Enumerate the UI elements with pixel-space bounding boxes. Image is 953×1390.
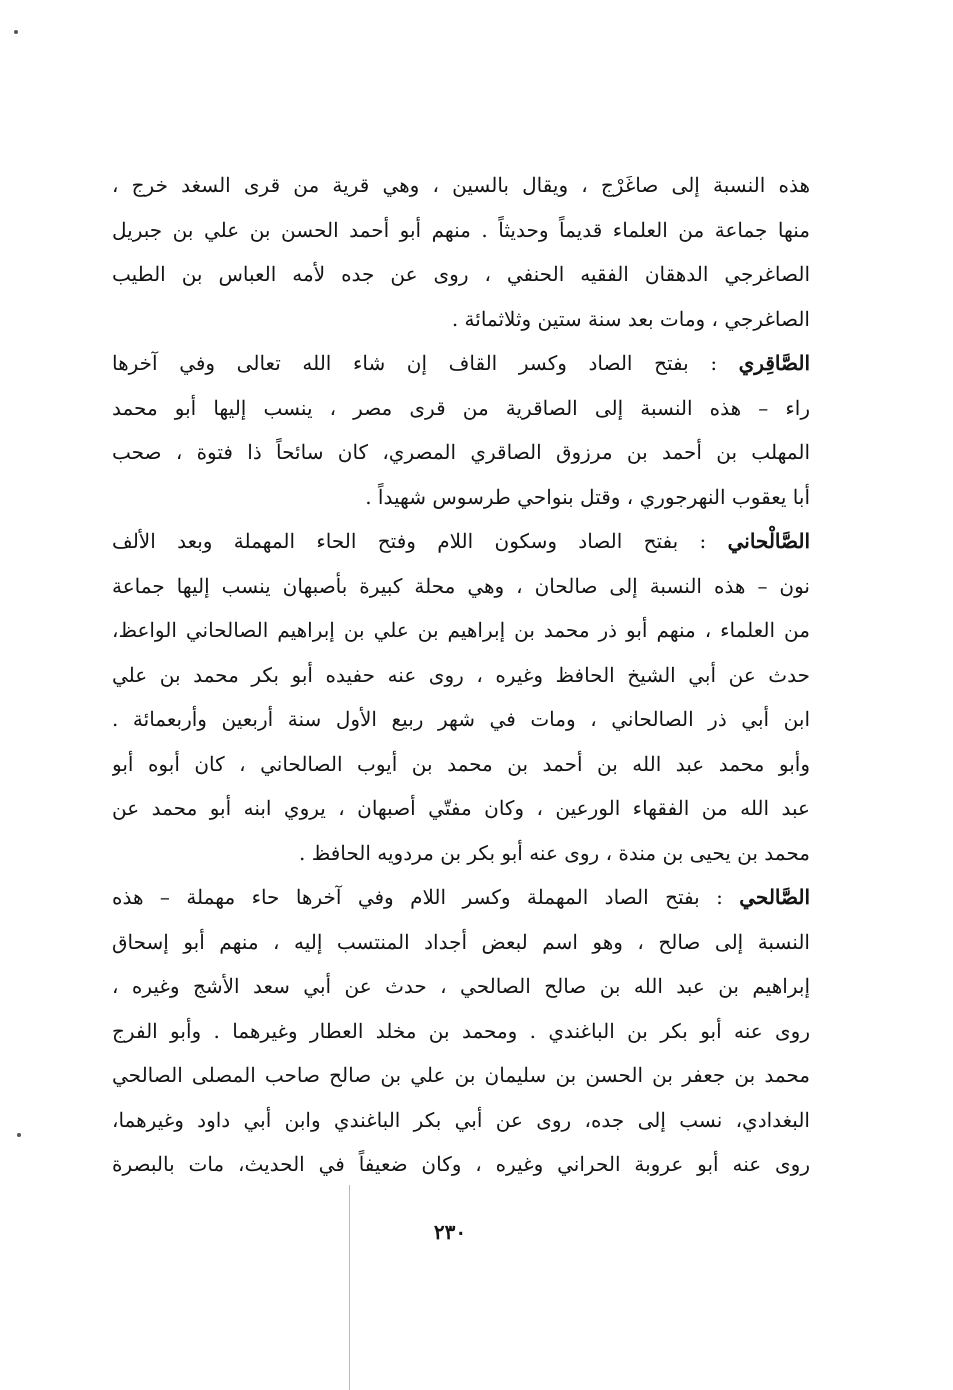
- text-line: [112, 163, 810, 208]
- text-line: [112, 653, 810, 698]
- entry-title: الصَّاقِري: [738, 351, 810, 375]
- entry-heading-line: [112, 341, 810, 386]
- line-text: روى عنه أبو عروبة الحراني وغيره ، وكان ضعيفاً في الحديث، مات بالبصرة: [112, 1152, 810, 1176]
- line-text: : بفتح الصاد المهملة وكسر اللام وفي آخرها حاء مهملة – هذه: [112, 885, 740, 909]
- text-line: [112, 1098, 810, 1143]
- scan-speck: [14, 30, 18, 34]
- line-text: هذه النسبة إلى صاغَرْج ، ويقال بالسين ، وهي قرية من قرى السغد خرج ،: [112, 173, 810, 197]
- line-text: الصاغرجي الدهقان الفقيه الحنفي ، روى عن جده لأمه العباس بن الطيب: [112, 262, 810, 286]
- scan-fold-line: [349, 1185, 350, 1390]
- line-text: عبد الله من الفقهاء الورعين ، وكان مفتّي أصبهان ، يروي ابنه أبو محمد عن: [112, 796, 810, 820]
- text-line: [112, 608, 810, 653]
- text-line: [112, 920, 810, 965]
- line-text: روى عنه أبو بكر بن الباغندي . ومحمد بن مخلد العطار وغيرهما . وأبو الفرج: [112, 1018, 810, 1043]
- text-line: [112, 697, 810, 742]
- line-text: إبراهيم بن عبد الله بن صالح الصالحي ، حدث عن أبي سعد الأشج وغيره ،: [112, 974, 810, 998]
- line-text: وأبو محمد عبد الله بن أحمد بن محمد بن أيوب الصالحاني ، كان أبوه أبو: [112, 751, 810, 776]
- line-text: أبا يعقوب النهرجوري ، وقتل بنواحي طرسوس شهيداً .: [365, 484, 810, 509]
- line-text: حدث عن أبي الشيخ الحافظ وغيره ، روى عنه حفيده أبو بكر محمد بن علي: [112, 662, 810, 687]
- text-line: [112, 1142, 810, 1187]
- text-line: [112, 386, 810, 431]
- page-number: ٢٣٠: [433, 1220, 467, 1244]
- text-line: [112, 297, 810, 342]
- line-text: البغدادي، نسب إلى جده، روى عن أبي بكر الباغندي وابن أبي داود وغيرهما،: [112, 1107, 810, 1132]
- text-line: [112, 786, 810, 831]
- text-line: [112, 1053, 810, 1098]
- text-line: [112, 430, 810, 475]
- text-line: [112, 208, 810, 253]
- scan-speck: [17, 1133, 21, 1137]
- text-line: [112, 831, 810, 876]
- line-text: راء – هذه النسبة إلى الصاقرية من قرى مصر ، ينسب إليها أبو محمد: [112, 395, 810, 420]
- line-text: نون – هذه النسبة إلى صالحان ، وهي محلة كبيرة بأصبهان ينسب إليها جماعة: [112, 573, 810, 598]
- text-line: [112, 252, 810, 297]
- entry-heading-line: [112, 519, 810, 564]
- text-line: [112, 964, 810, 1009]
- entry-title: الصَّالحي: [739, 885, 810, 909]
- line-text: : بفتح الصاد وكسر القاف إن شاء الله تعالى وفي آخرها: [112, 351, 739, 375]
- entry-heading-line: [112, 875, 810, 920]
- line-text: النسبة إلى صالح ، وهو اسم لبعض أجداد المنتسب إليه ، منهم أبو إسحاق: [112, 929, 810, 954]
- line-text: من العلماء ، منهم أبو ذر محمد بن إبراهيم بن علي بن إبراهيم الصالحاني الواعظ،: [112, 618, 810, 642]
- line-text: منها جماعة من العلماء قديماً وحديثاً . منهم أبو أحمد الحسن بن علي بن جبريل: [112, 217, 810, 242]
- text-line: [112, 475, 810, 520]
- line-text: ابن أبي ذر الصالحاني ، ومات في شهر ربيع الأول سنة أربعين وأربعمائة .: [112, 707, 810, 731]
- body-text: [112, 163, 810, 1187]
- text-line: [112, 1009, 810, 1054]
- entry-title: الصَّالْحاني: [727, 529, 810, 553]
- text-line: [112, 742, 810, 787]
- line-text: المهلب بن أحمد بن مرزوق الصاقري المصري، كان سائحاً ذا فتوة ، صحب: [112, 440, 810, 464]
- line-text: : بفتح الصاد وسكون اللام وفتح الحاء المهملة وبعد الألف: [112, 529, 728, 553]
- line-text: محمد بن يحيى بن مندة ، روى عنه أبو بكر بن مردويه الحافظ .: [299, 840, 810, 865]
- line-text: محمد بن جعفر بن الحسن بن سليمان بن علي بن صالح صاحب المصلى الصالحي: [112, 1063, 810, 1087]
- line-text: الصاغرجي ، ومات بعد سنة ستين وثلاثمائة .: [451, 306, 810, 331]
- text-line: [112, 564, 810, 609]
